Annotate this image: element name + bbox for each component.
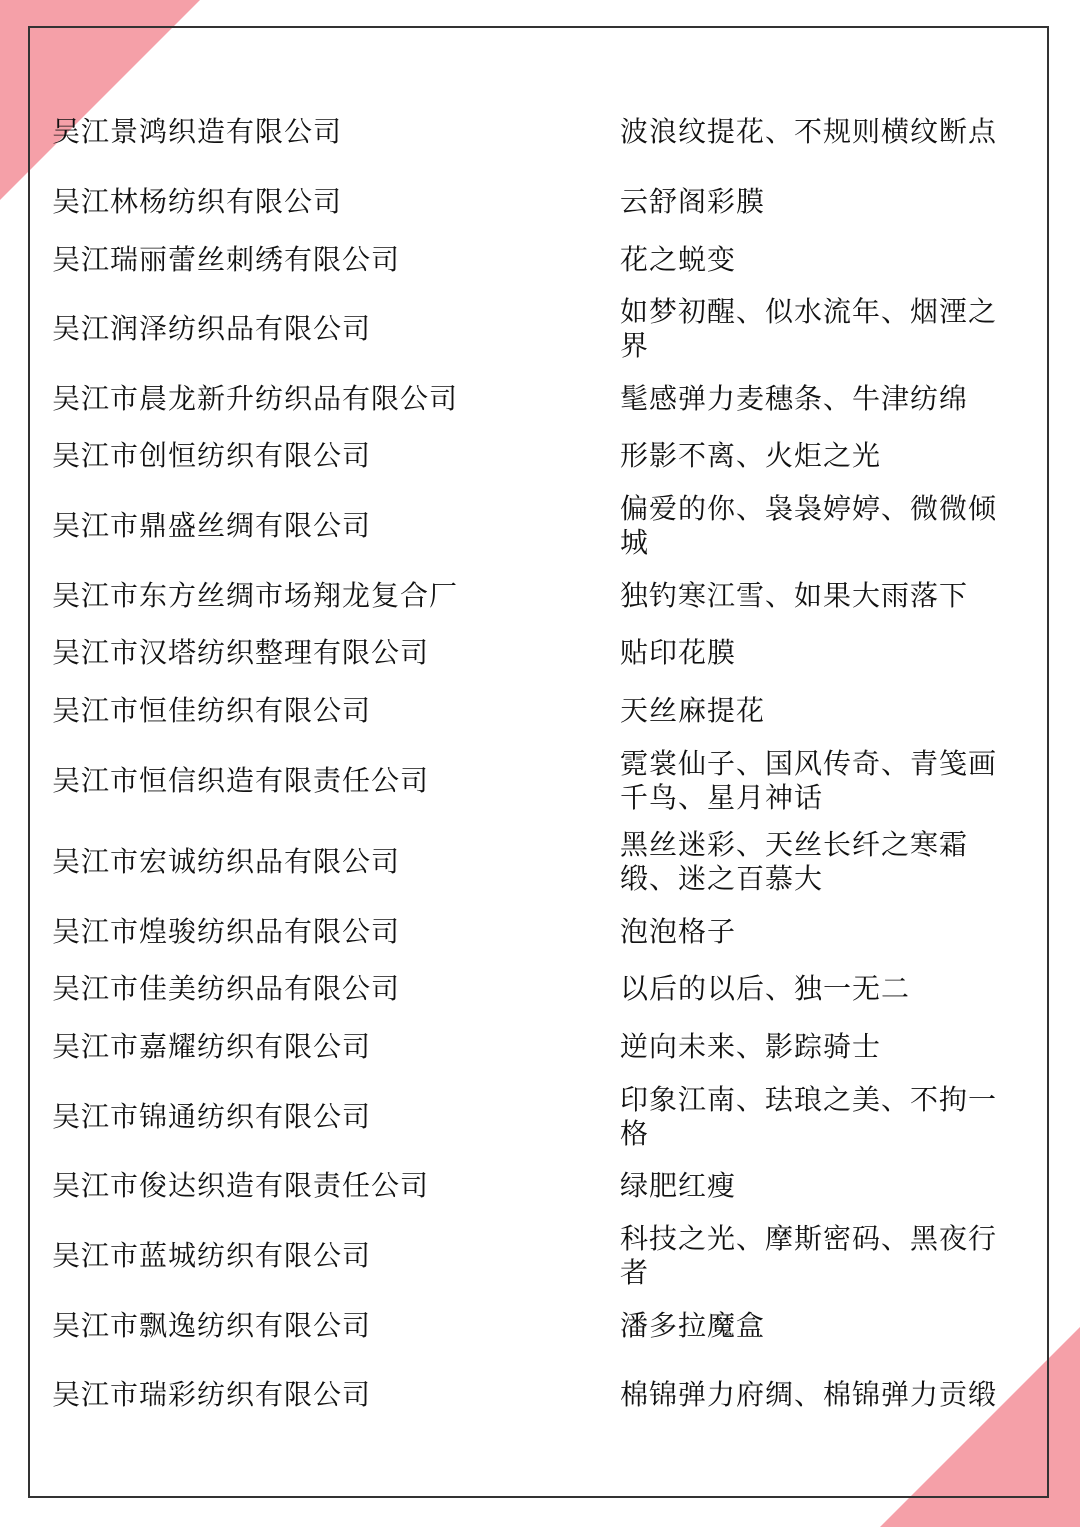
product-name: 印象江南、珐琅之美、不拘一格 [620, 1083, 998, 1150]
table-row [52, 747, 1032, 815]
product-name: 偏爱的你、袅袅婷婷、微微倾城 [620, 492, 998, 559]
table-row [52, 1030, 1032, 1064]
table-row [52, 636, 1032, 670]
table-row [52, 115, 1032, 149]
product-name: 逆向未来、影踪骑士 [620, 1030, 882, 1063]
product-name: 如梦初醒、似水流年、烟湮之界 [620, 295, 998, 362]
company-name: 吴江林杨纺织有限公司 [52, 185, 343, 218]
table-row [52, 185, 1032, 219]
company-name: 吴江市锦通纺织有限公司 [52, 1100, 372, 1133]
table-row [52, 1222, 1032, 1290]
product-name: 花之蜕变 [620, 243, 737, 276]
product-name: 黑丝迷彩、天丝长纤之寒霜缎、迷之百慕大 [620, 828, 969, 895]
company-name: 吴江市创恒纺织有限公司 [52, 439, 372, 472]
table-row [52, 915, 1032, 949]
company-name: 吴江润泽纺织品有限公司 [52, 312, 372, 345]
company-name: 吴江市东方丝绸市场翔龙复合厂 [52, 579, 459, 612]
product-name: 形影不离、火炬之光 [620, 439, 882, 472]
product-name: 天丝麻提花 [620, 694, 766, 727]
product-name: 绿肥红瘦 [620, 1169, 737, 1202]
product-name: 以后的以后、独一无二 [620, 972, 911, 1005]
table-row [52, 972, 1032, 1006]
company-name: 吴江市鼎盛丝绸有限公司 [52, 509, 372, 542]
company-name: 吴江市俊达织造有限责任公司 [52, 1169, 430, 1202]
table-row [52, 1309, 1032, 1343]
company-name: 吴江市恒信织造有限责任公司 [52, 764, 430, 797]
product-name: 棉锦弹力府绸、棉锦弹力贡缎 [620, 1378, 998, 1411]
product-name: 泡泡格子 [620, 915, 737, 948]
company-name: 吴江市晨龙新升纺织品有限公司 [52, 382, 459, 415]
table-row [52, 1378, 1032, 1412]
table-row [52, 1083, 1032, 1151]
table-row [52, 828, 1032, 896]
product-name: 科技之光、摩斯密码、黑夜行者 [620, 1222, 998, 1289]
company-name: 吴江市蓝城纺织有限公司 [52, 1239, 372, 1272]
company-name: 吴江市佳美纺织品有限公司 [52, 972, 401, 1005]
table-row [52, 295, 1032, 363]
company-name: 吴江市飘逸纺织有限公司 [52, 1309, 372, 1342]
table-row [52, 1169, 1032, 1203]
product-name: 云舒阁彩膜 [620, 185, 766, 218]
table-row [52, 579, 1032, 613]
product-name: 髦感弹力麦穗条、牛津纺绵 [620, 382, 969, 415]
product-name: 独钓寒江雪、如果大雨落下 [620, 579, 969, 612]
product-name: 波浪纹提花、不规则横纹断点 [620, 115, 998, 148]
company-name: 吴江市宏诚纺织品有限公司 [52, 845, 401, 878]
company-name: 吴江景鸿织造有限公司 [52, 115, 343, 148]
company-name: 吴江市汉塔纺织整理有限公司 [52, 636, 430, 669]
company-name: 吴江市嘉耀纺织有限公司 [52, 1030, 372, 1063]
company-name: 吴江瑞丽蕾丝刺绣有限公司 [52, 243, 401, 276]
company-name: 吴江市瑞彩纺织有限公司 [52, 1378, 372, 1411]
product-name: 贴印花膜 [620, 636, 737, 669]
table-row [52, 439, 1032, 473]
company-name: 吴江市煌骏纺织品有限公司 [52, 915, 401, 948]
table-row [52, 382, 1032, 416]
company-name: 吴江市恒佳纺织有限公司 [52, 694, 372, 727]
product-name: 霓裳仙子、国风传奇、青笺画千鸟、星月神话 [620, 747, 998, 814]
table-row [52, 492, 1032, 560]
table-row [52, 694, 1032, 728]
table-row [52, 243, 1032, 277]
product-name: 潘多拉魔盒 [620, 1309, 766, 1342]
